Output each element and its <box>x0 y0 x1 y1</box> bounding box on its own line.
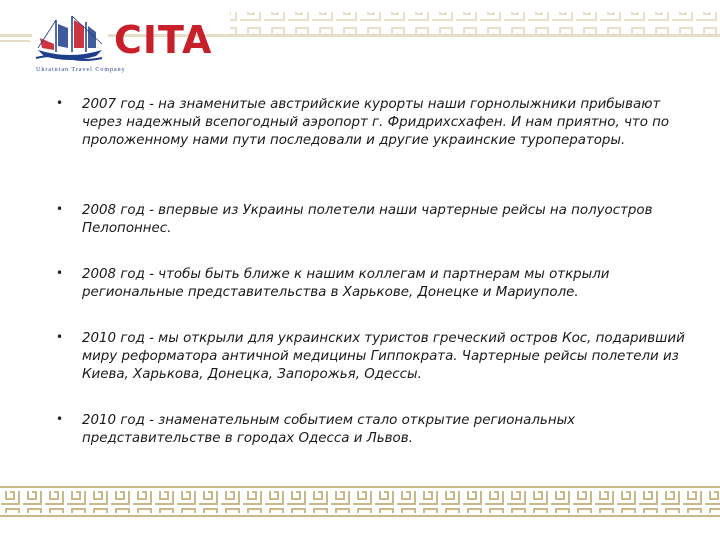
cita-logo <box>32 14 222 73</box>
bullet-text: 2008 год - чтобы быть ближе к нашим коллегам и партнерам мы открыли региональные представительства в Харькове, Донецке и Мариуполе. <box>82 267 610 300</box>
list-item <box>56 96 696 202</box>
bullet-text: 2007 год - на знаменитые австрийские курорты наши горнолыжники прибывают через надежный всепогодный аэропорт г. Фридрихсхафен. И нам приятно, что по проложенному нами пути последовали и другие украинские туроператоры. <box>82 97 670 148</box>
bullet-text: 2008 год - впервые из Украины полетели наши чартерные рейсы на полуостров Пелопоннес. <box>82 203 653 236</box>
bullet-text: 2010 год - мы открыли для украинских туристов греческий остров Кос, подаривший миру реформатора античной медицины Гиппократа. Чартерные рейсы полетели из Киева, Харькова, Донецка, Запорожья, Одессы. <box>82 331 685 382</box>
history-bullet-list <box>56 96 696 456</box>
list-item <box>56 202 696 266</box>
bullet-text: 2010 год - знаменательным событием стало открытие региональных представительстве в городах Одесса и Львов. <box>82 413 576 446</box>
bullet-icon: • <box>56 266 64 280</box>
sailing-ship-icon <box>32 14 108 66</box>
logo-wordmark: CITA <box>114 18 213 62</box>
list-item <box>56 330 696 412</box>
bullet-icon: • <box>56 96 64 110</box>
bullet-icon: • <box>56 412 64 426</box>
list-item <box>56 266 696 330</box>
bullet-icon: • <box>56 330 64 344</box>
bullet-icon: • <box>56 202 64 216</box>
header <box>0 0 720 76</box>
footer-meander-ornament <box>0 484 720 520</box>
logo-tagline: Ukrainian Travel Company <box>36 67 126 73</box>
list-item <box>56 412 696 456</box>
